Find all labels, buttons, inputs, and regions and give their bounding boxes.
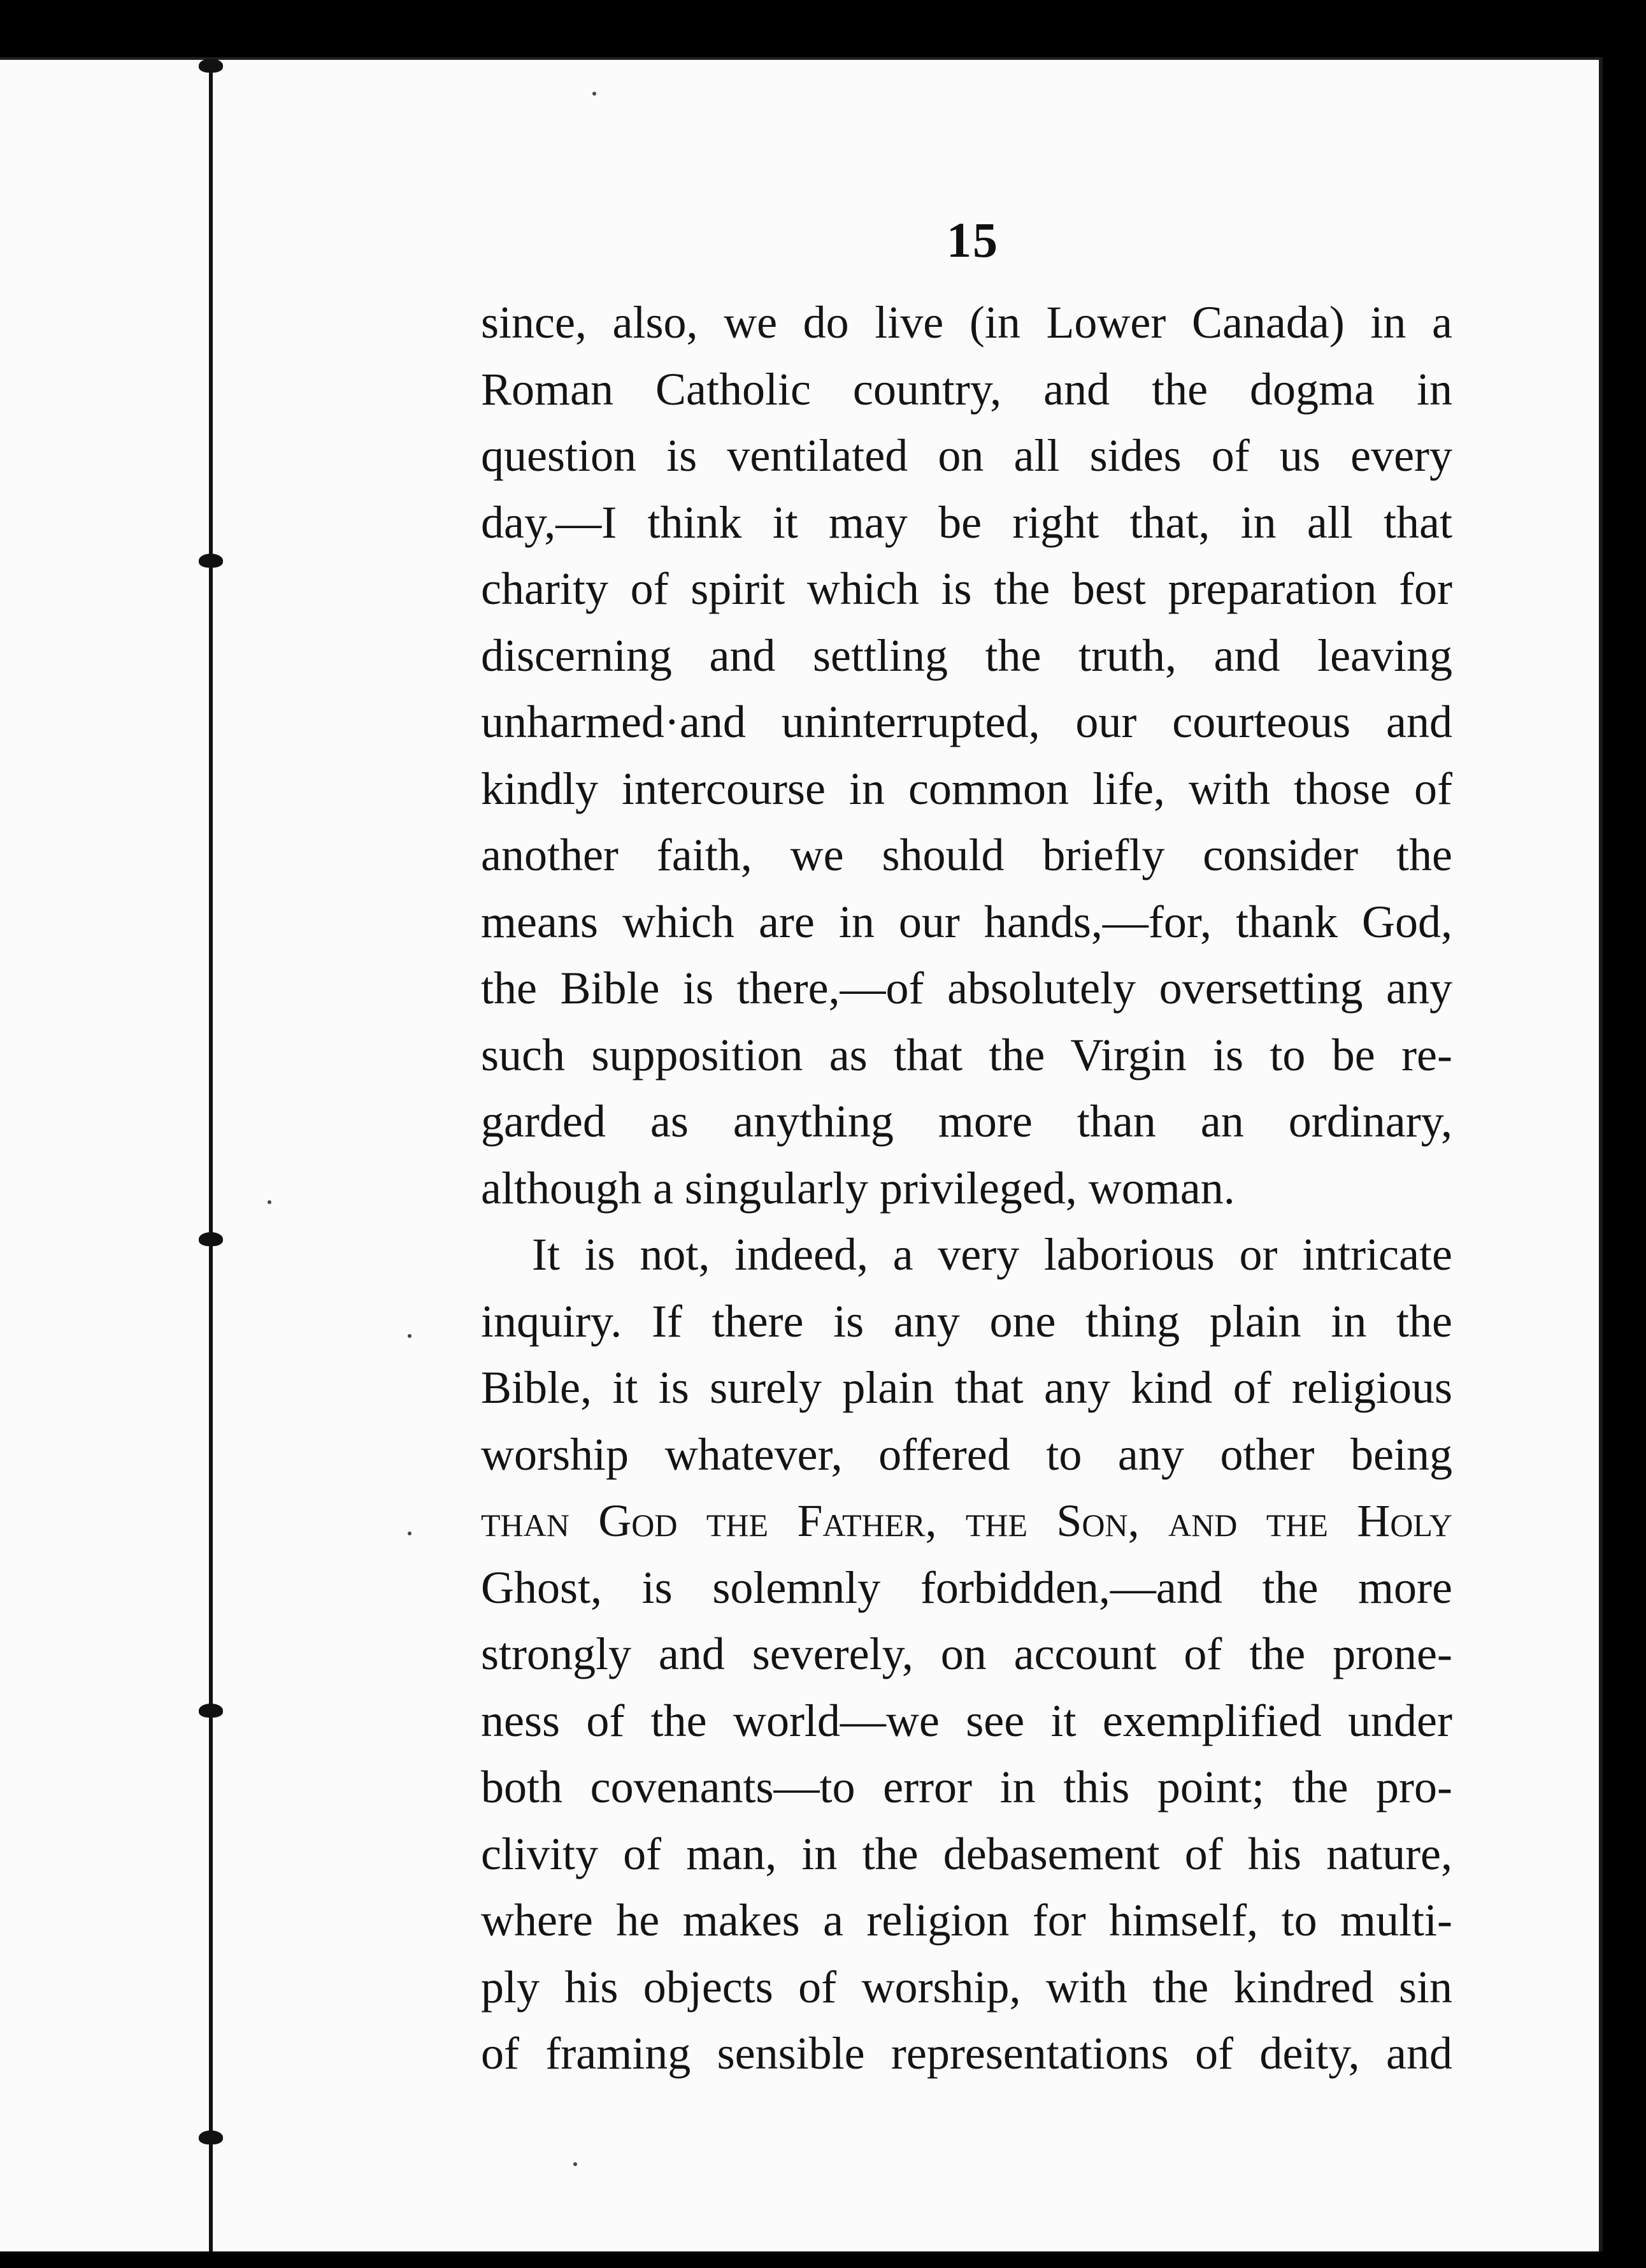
- text-line: where he makes a religion for himself, to multi-: [481, 1895, 1452, 1946]
- text-line: strongly and severely, on account of the prone-: [481, 1628, 1452, 1679]
- text-line: another faith, we should briefly consider the: [481, 829, 1452, 880]
- text-line: of framing sensible representations of deity, and: [481, 2028, 1452, 2079]
- binding-edge: [209, 60, 213, 2251]
- text-line: garded as anything more than an ordinary,: [481, 1096, 1452, 1147]
- text-line: such supposition as that the Virgin is to be re-: [481, 1029, 1452, 1080]
- paper-speck: [573, 2162, 577, 2166]
- text-line: although a singularly privileged, woman.: [481, 1162, 1235, 1214]
- text-line: inquiry. If there is any one thing plain in the: [481, 1295, 1452, 1347]
- text-line: than God the Father, the Son, and the Holy: [481, 1495, 1452, 1546]
- book-page: [0, 57, 1603, 2251]
- paper-speck: [592, 92, 596, 96]
- body-text: [481, 289, 1452, 2087]
- paper-speck: [408, 1334, 412, 1338]
- text-line: both covenants—to error in this point; the pro-: [481, 1762, 1452, 1812]
- text-line: kindly intercourse in common life, with those of: [481, 763, 1452, 814]
- text-line: Ghost, is solemnly forbidden,—and the more: [481, 1561, 1452, 1613]
- text-line: day,—I think it may be right that, in all that: [481, 496, 1452, 548]
- text-line: ness of the world—we see it exemplified under: [481, 1695, 1452, 1746]
- text-line: question is ventilated on all sides of us every: [481, 430, 1452, 481]
- text-line: unharmed·and uninterrupted, our courteous and: [481, 696, 1452, 747]
- paper-speck: [408, 1532, 412, 1535]
- text-line: It is not, indeed, a very laborious or intricate: [532, 1229, 1452, 1280]
- binding-stitch: [199, 1232, 223, 1246]
- text-line: Bible, it is surely plain that any kind of religious: [481, 1362, 1452, 1413]
- text-line: worship whatever, offered to any other being: [481, 1428, 1452, 1480]
- text-line: clivity of man, in the debasement of his nature,: [481, 1828, 1452, 1879]
- text-line: ply his objects of worship, with the kindred sin: [481, 1961, 1452, 2013]
- text-line: Roman Catholic country, and the dogma in: [481, 363, 1452, 415]
- text-line: since, also, we do live (in Lower Canada) in a: [481, 297, 1452, 348]
- page-number: 15: [947, 212, 999, 268]
- text-line: means which are in our hands,—for, thank God,: [481, 896, 1452, 947]
- text-line: discerning and settling the truth, and leaving: [481, 629, 1452, 681]
- binding-stitch: [199, 59, 223, 73]
- binding-stitch: [199, 554, 223, 568]
- binding-stitch: [199, 2130, 223, 2144]
- text-line: charity of spirit which is the best preparation for: [481, 563, 1452, 614]
- paper-speck: [268, 1200, 271, 1204]
- text-line: the Bible is there,—of absolutely oversetting any: [481, 963, 1452, 1014]
- binding-stitch: [199, 1704, 223, 1718]
